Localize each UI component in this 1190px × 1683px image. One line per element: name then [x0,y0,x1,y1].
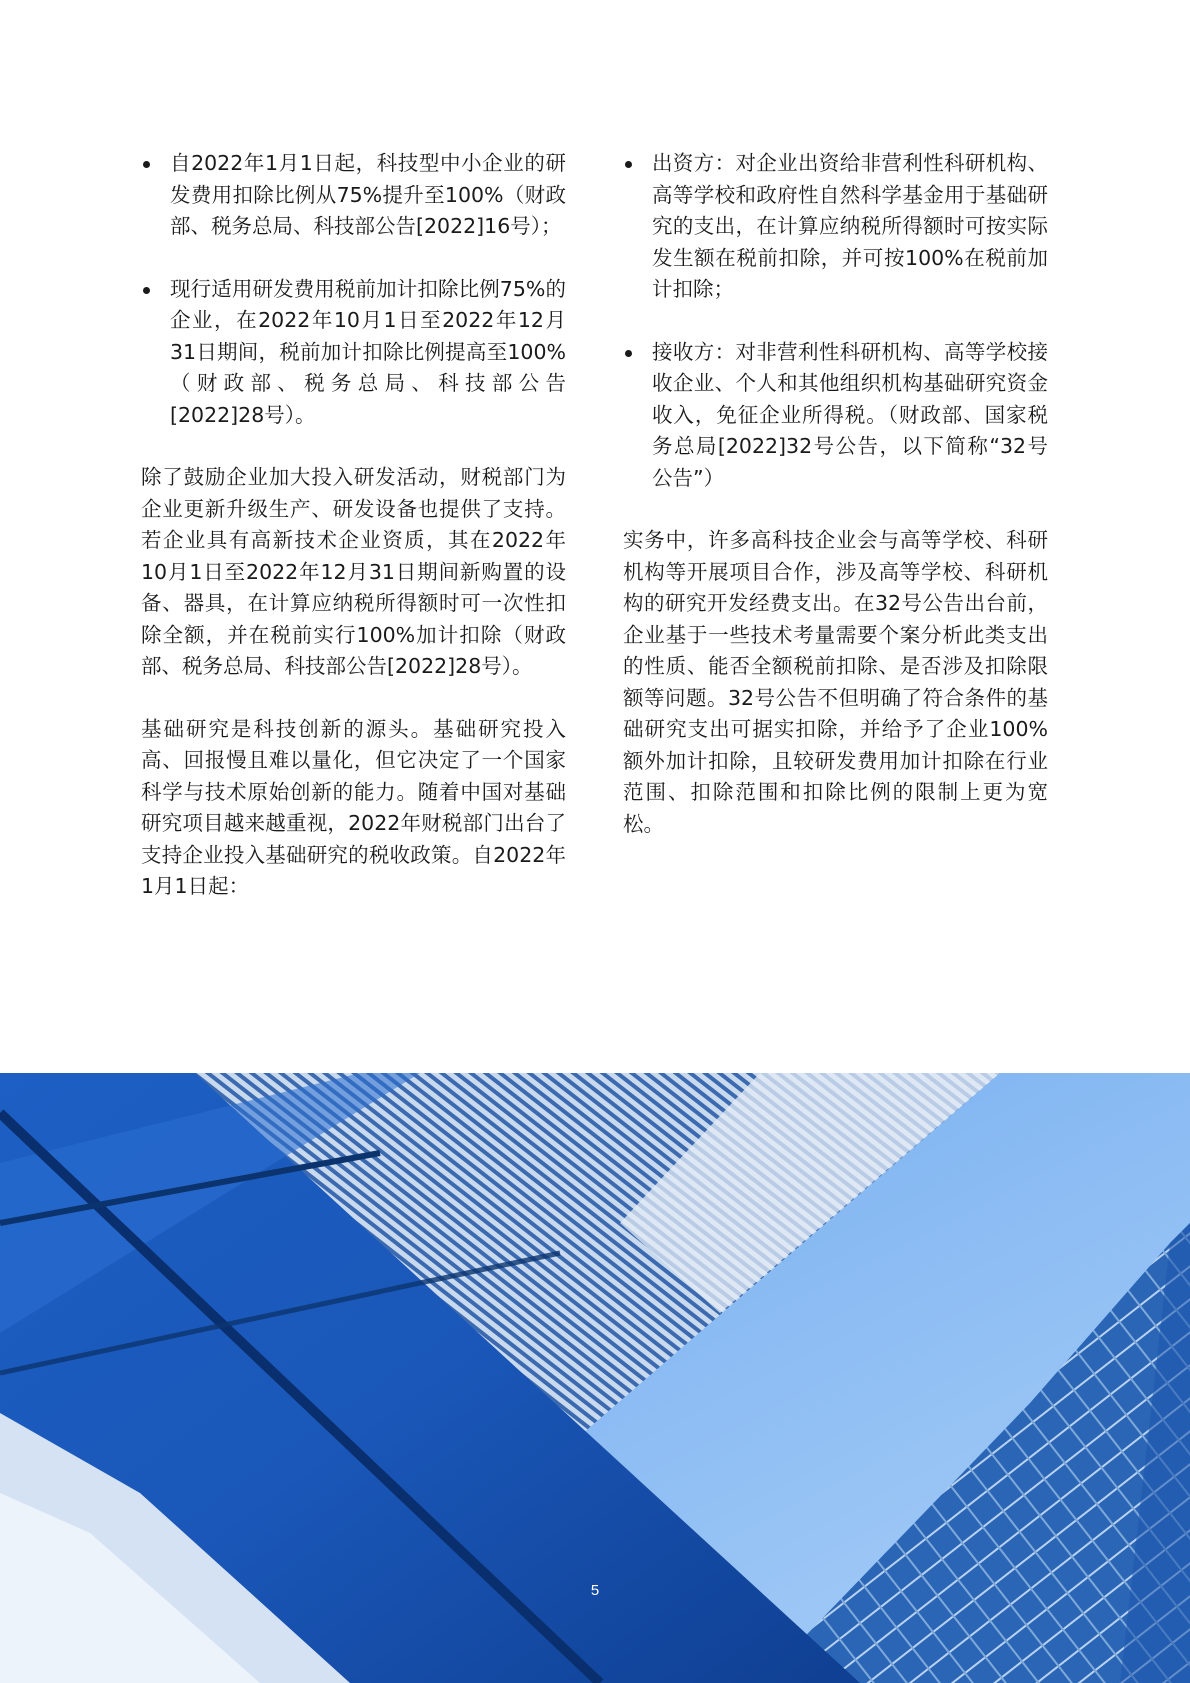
bullet-item: 自2022年1月1日起，科技型中小企业的研发费用扣除比例从75%提升至100%（财政部、税务总局、科技部公告[2022]16号）； [141,148,566,243]
right-bullet-list [623,148,1048,494]
right-column [623,148,1048,871]
bullet-item: 接收方：对非营利性科研机构、高等学校接收企业、个人和其他组织机构基础研究资金收入，免征企业所得税。（财政部、国家税务总局[2022]32号公告，以下简称“32号公告”） [623,337,1048,495]
body-paragraph: 除了鼓励企业加大投入研发活动，财税部门为企业更新升级生产、研发设备也提供了支持。若企业具有高新技术企业资质，其在2022年10月1日至2022年12月31日期间新购置的设备、器具，在计算应纳税所得额时可一次性扣除全额，并在税前实行100%加计扣除（财政部、税务总局、科技部公告[2022]28号）。 [141,465,566,678]
bullet-item: 出资方：对企业出资给非营利性科研机构、高等学校和政府性自然科学基金用于基础研究的支出，在计算应纳税所得额时可按实际发生额在税前扣除，并可按100%在税前加计扣除； [623,148,1048,306]
body-paragraph: 实务中，许多高科技企业会与高等学校、科研机构等开展项目合作，涉及高等学校、科研机构的研究开发经费支出。在32号公告出台前，企业基于一些技术考量需要个案分析此类支出的性质、能否全额税前扣除、是否涉及扣除限额等问题。32号公告不但明确了符合条件的基础研究支出可据实扣除，并给予了企业100%额外加计扣除，且较研发费用加计扣除在行业范围、扣除范围和扣除比例的限制上更为宽松。 [623,528,1048,836]
left-column [141,148,566,934]
body-paragraph: 基础研究是科技创新的源头。基础研究投入高、回报慢且难以量化，但它决定了一个国家科学与技术原始创新的能力。随着中国对基础研究项目越来越重视，2022年财税部门出台了支持企业投入基础研究的税收政策。自2022年1月1日起： [141,716,566,898]
bullet-item: 现行适用研发费用税前加计扣除比例75%的企业，在2022年10月1日至2022年12月31日期间，税前加计扣除比例提高至100%（财政部、税务总局、科技部公告[2022]28号）。 [141,274,566,432]
left-bullet-list [141,148,566,431]
page-number: 5 [590,1582,600,1599]
